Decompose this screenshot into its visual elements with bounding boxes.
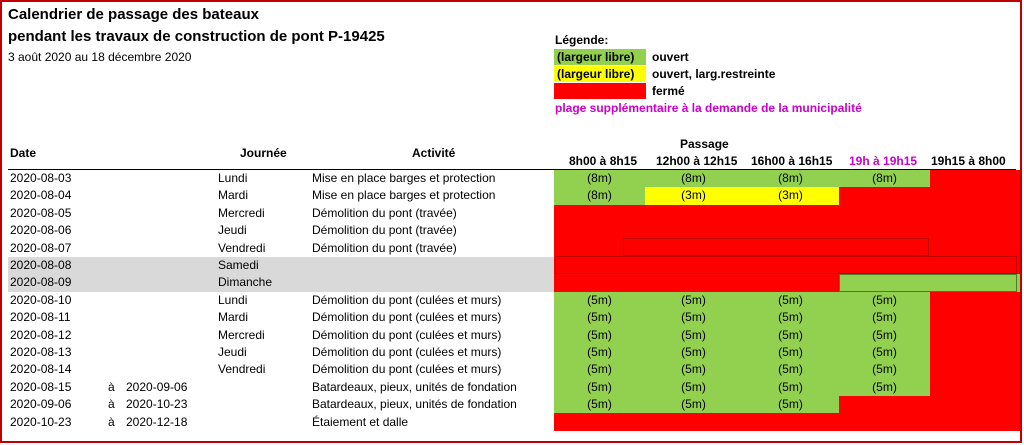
passage-cell [930, 361, 1020, 378]
passage-cell [930, 187, 1020, 204]
legend-box-closed [554, 83, 646, 99]
table-row [2, 274, 554, 291]
row-day: Mercredi [218, 327, 265, 342]
passage-cell: (5m) [645, 396, 742, 413]
row-day: Mardi [218, 310, 249, 325]
passage-grid [554, 170, 1020, 431]
row-range-sep: à [108, 414, 115, 429]
row-activity: Démolition du pont (culées et murs) [312, 345, 502, 359]
row-date: 2020-08-07 [10, 240, 72, 255]
passage-cell: (5m) [554, 292, 645, 309]
table-row [2, 361, 554, 378]
passage-cell: (8m) [645, 170, 742, 187]
row-activity: Mise en place barges et protection [312, 188, 496, 203]
row-day: Lundi [218, 171, 248, 185]
passage-cell [930, 205, 1020, 222]
passage-cell: (5m) [645, 292, 742, 309]
header-passage: Passage [680, 137, 729, 151]
row-date: 2020-08-09 [10, 275, 72, 290]
row-day: Lundi [218, 292, 248, 307]
row-day: Dimanche [218, 275, 273, 290]
row-date: 2020-08-08 [10, 258, 72, 272]
passage-cell: (5m) [742, 292, 839, 309]
row-activity: Mise en place barges et protection [312, 171, 496, 185]
table-row [2, 240, 554, 257]
row-date: 2020-08-13 [10, 345, 72, 359]
row-range-sep: à [108, 397, 115, 412]
passage-cell [645, 274, 742, 291]
passage-cell: (8m) [554, 170, 645, 187]
passage-cell: (5m) [839, 361, 930, 378]
row-activity: Batardeaux, pieux, unités de fondation [312, 397, 517, 412]
table-row [2, 187, 554, 204]
passage-cell [930, 379, 1020, 396]
table-row [2, 379, 554, 396]
passage-cell: (5m) [742, 344, 839, 361]
passage-cell [645, 222, 742, 239]
passage-cell [645, 413, 742, 430]
passage-cell: (5m) [839, 379, 930, 396]
passage-cell [839, 187, 930, 204]
passage-cell: (5m) [742, 379, 839, 396]
table-row [2, 327, 554, 344]
passage-cell [645, 205, 742, 222]
date-range: 3 août 2020 au 18 décembre 2020 [8, 50, 192, 64]
passage-cell [930, 292, 1020, 309]
passage-cell [554, 413, 645, 430]
row-day: Jeudi [218, 345, 247, 359]
closure-outline-2 [555, 256, 1017, 274]
row-date: 2020-08-14 [10, 362, 72, 377]
row-activity: Démolition du pont (travée) [312, 223, 457, 238]
row-day: Vendredi [218, 362, 266, 377]
passage-cell: (5m) [554, 327, 645, 344]
row-activity: Démolition du pont (travée) [312, 240, 457, 255]
row-activity: Batardeaux, pieux, unités de fondation [312, 379, 517, 394]
passage-cell [554, 205, 645, 222]
table-row [2, 170, 554, 187]
row-activity: Étaiement et dalle [312, 414, 409, 429]
row-date: 2020-08-11 [10, 310, 71, 325]
passage-cell [930, 222, 1020, 239]
header-slot-3: 16h00 à 16h15 [751, 154, 833, 168]
row-date: 2020-08-05 [10, 205, 72, 220]
row-activity: Démolition du pont (travée) [312, 205, 457, 220]
header-slot-5: 19h15 à 8h00 [931, 154, 1006, 168]
legend-title: Légende: [555, 33, 609, 47]
passage-cell [554, 222, 645, 239]
passage-cell [742, 205, 839, 222]
header-slot-1: 8h00 à 8h15 [569, 154, 638, 168]
passage-cell [930, 309, 1020, 326]
passage-cell: (5m) [742, 309, 839, 326]
passage-cell: (5m) [742, 396, 839, 413]
passage-cell: (5m) [839, 309, 930, 326]
passage-cell: (5m) [554, 379, 645, 396]
passage-cell [930, 396, 1020, 413]
row-date: 2020-08-04 [10, 188, 72, 203]
passage-cell: (5m) [742, 327, 839, 344]
legend-box-restricted: (largeur libre) [554, 66, 646, 82]
table-row [2, 414, 554, 431]
passage-cell: (8m) [554, 187, 645, 204]
row-date: 2020-09-06 [10, 397, 72, 412]
passage-cell: (8m) [742, 170, 839, 187]
passage-cell: (5m) [839, 292, 930, 309]
passage-cell [839, 222, 930, 239]
legend-extra-note: plage supplémentaire à la demande de la municipalité [555, 101, 862, 115]
passage-cell: (3m) [645, 187, 742, 204]
legend-text-open: ouvert [652, 50, 689, 64]
table-row [2, 222, 554, 239]
header-activite: Activité [412, 146, 456, 160]
row-activity: Démolition du pont (culées et murs) [312, 327, 502, 342]
passage-cell: (5m) [645, 379, 742, 396]
header-journee: Journée [240, 146, 287, 160]
row-date: 2020-08-03 [10, 171, 72, 185]
legend-text-closed: fermé [652, 84, 685, 98]
title-line-1: Calendrier de passage des bateaux [8, 6, 259, 23]
row-date: 2020-08-12 [10, 327, 72, 342]
passage-cell: (3m) [742, 187, 839, 204]
row-day: Jeudi [218, 223, 247, 238]
passage-cell [930, 413, 1020, 430]
row-end-date: 2020-12-18 [126, 414, 188, 429]
row-end-date: 2020-10-23 [126, 397, 188, 412]
row-activity: Démolition du pont (culées et murs) [312, 292, 502, 307]
passage-cell: (5m) [839, 327, 930, 344]
row-end-date: 2020-09-06 [126, 379, 188, 394]
passage-cell: (5m) [554, 396, 645, 413]
row-day: Vendredi [218, 240, 266, 255]
passage-cell [742, 274, 839, 291]
table-row [2, 344, 554, 361]
row-day: Mardi [218, 188, 249, 203]
passage-cell: (5m) [645, 327, 742, 344]
passage-cell: (5m) [554, 344, 645, 361]
passage-cell: (5m) [839, 344, 930, 361]
passage-cell [742, 413, 839, 430]
legend-text-restricted: ouvert, larg.restreinte [652, 67, 776, 81]
open-outline [839, 274, 1017, 292]
legend-box-open: (largeur libre) [554, 49, 646, 65]
row-activity: Démolition du pont (culées et murs) [312, 310, 502, 325]
passage-cell: (8m) [839, 170, 930, 187]
row-activity: Démolition du pont (culées et murs) [312, 362, 502, 377]
table-row [2, 309, 554, 326]
passage-cell [742, 222, 839, 239]
passage-cell: (5m) [554, 361, 645, 378]
header-slot-2: 12h00 à 12h15 [656, 154, 738, 168]
row-date: 2020-08-10 [10, 292, 72, 307]
header-date: Date [10, 146, 37, 160]
row-range-sep: à [108, 379, 115, 394]
closure-outline-1 [623, 238, 929, 256]
passage-cell [930, 170, 1020, 187]
passage-cell [554, 274, 645, 291]
passage-cell: (5m) [645, 344, 742, 361]
table-row [2, 292, 554, 309]
passage-cell [930, 327, 1020, 344]
passage-cell [930, 240, 1020, 257]
row-date: 2020-08-06 [10, 223, 72, 238]
header-slot-4: 19h à 19h15 [849, 154, 918, 168]
row-date: 2020-08-15 [10, 379, 72, 394]
passage-cell: (5m) [645, 361, 742, 378]
table-row [2, 205, 554, 222]
passage-cell: (5m) [742, 361, 839, 378]
row-day: Samedi [218, 258, 259, 272]
table-row [2, 396, 554, 413]
passage-cell [839, 396, 930, 413]
passage-cell: (5m) [554, 309, 645, 326]
table-row [2, 257, 554, 274]
row-date: 2020-10-23 [10, 414, 72, 429]
passage-cell [839, 413, 930, 430]
passage-cell: (5m) [645, 309, 742, 326]
row-day: Mercredi [218, 205, 265, 220]
title-line-2: pendant les travaux de construction de pont P-19425 [8, 28, 385, 45]
passage-cell [839, 205, 930, 222]
passage-cell [930, 344, 1020, 361]
